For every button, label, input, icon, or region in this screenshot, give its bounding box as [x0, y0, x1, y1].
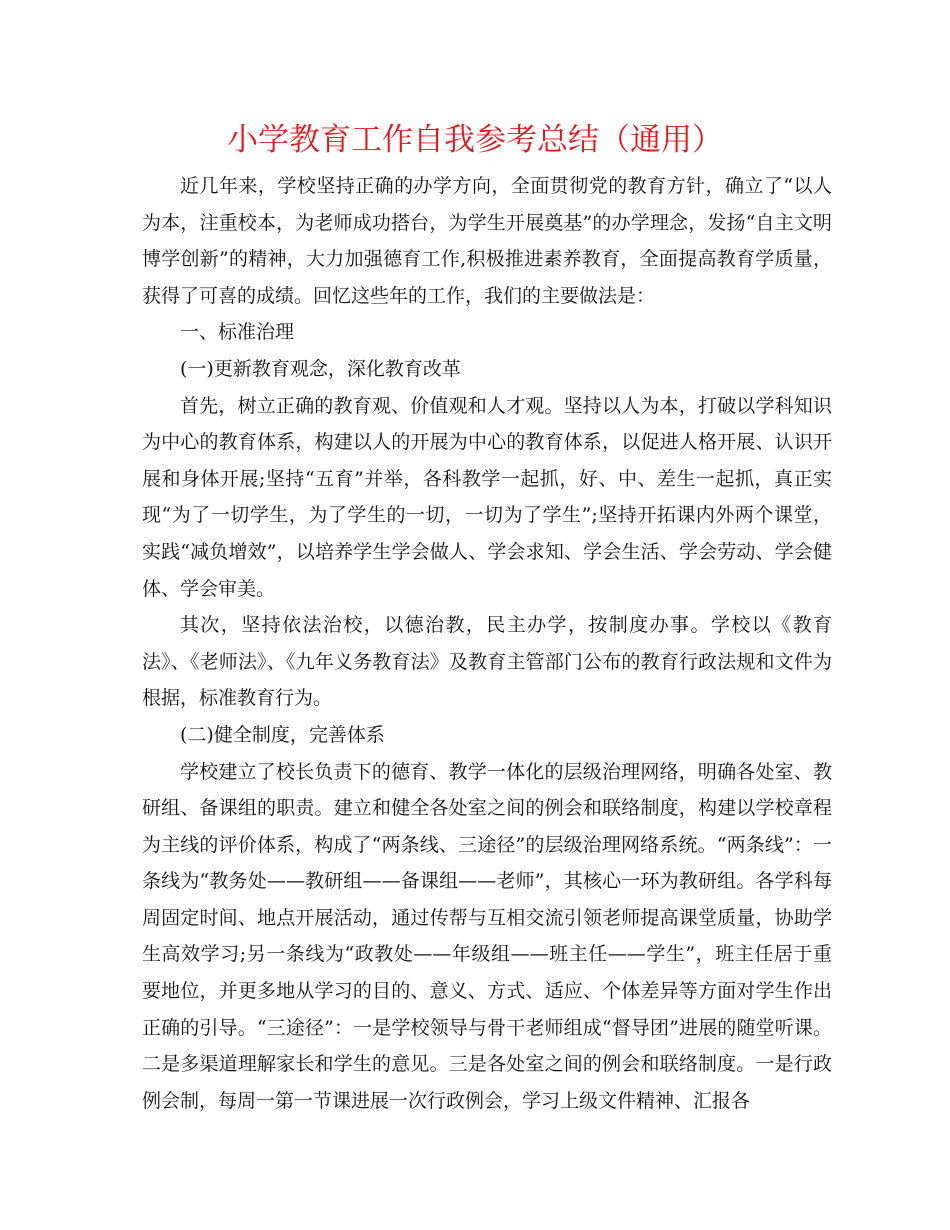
subsection-heading: (二)健全制度，完善体系 [180, 723, 385, 746]
paragraph: 近几年来，学校坚持正确的办学方向，全面贯彻党的教育方针，确立了“以人为本，注重校本，为老师成功搭台，为学生开展奠基”的办学理念，发扬“自主文明博学创新”的精神，大力加强德育工作,积极推进素养教育，全面提高教育学质量，获得了可喜的成绩。回忆这些年的工作，我们的主要做法是： [142, 175, 832, 307]
document-body [142, 168, 832, 1119]
section-heading: 一、标准治理 [180, 321, 295, 344]
subsection-heading: (一)更新教育观念，深化教育改革 [180, 357, 461, 380]
paragraph: 学校建立了校长负责下的德育、教学一体化的层级治理网络，明确各处室、教研组、备课组的职责。建立和健全各处室之间的例会和联络制度，构建以学校章程为主线的评价体系，构成了“两条线、三途径”的层级治理网络系统。“两条线”：一条线为“教务处——教研组——备课组——老师”，其核心一环为教研组。各学科每周固定时间、地点开展活动，通过传帮与互相交流引领老师提高课堂质量，协助学生高效学习;另一条线为“政教处——年级组——班主任——学生”，班主任居于重要地位，并更多地从学习的目的、意义、方式、适应、个体差异等方面对学生作出正确的引导。“三途径”：一是学校领导与骨干老师组成“督导团”进展的随堂听课。二是多渠道理解家长和学生的意见。三是各处室之间的例会和联络制度。一是行政例会制，每周一第一节课进展一次行政例会，学习上级文件精神、汇报各 [142, 760, 832, 1112]
document-title: 小学教育工作自我参考总结（通用） [227, 122, 723, 158]
paragraph: 首先，树立正确的教育观、价值观和人才观。坚持以人为本，打破以学科知识为中心的教育体系，构建以人的开展为中心的教育体系，以促进人格开展、认识开展和身体开展;坚持“五育”并举，各科教学一起抓，好、中、差生一起抓，真正实现“为了一切学生，为了学生的一切，一切为了学生”;坚持开拓课内外两个课堂，实践“减负增效”，以培养学生学会做人、学会求知、学会生活、学会劳动、学会健体、学会审美。 [142, 394, 832, 600]
paragraph: 其次，坚持依法治校，以德治教，民主办学，按制度办事。学校以《教育法》、《老师法》、《九年义务教育法》及教育主管部门公布的教育行政法规和文件为根据，标准教育行为。 [142, 614, 832, 710]
